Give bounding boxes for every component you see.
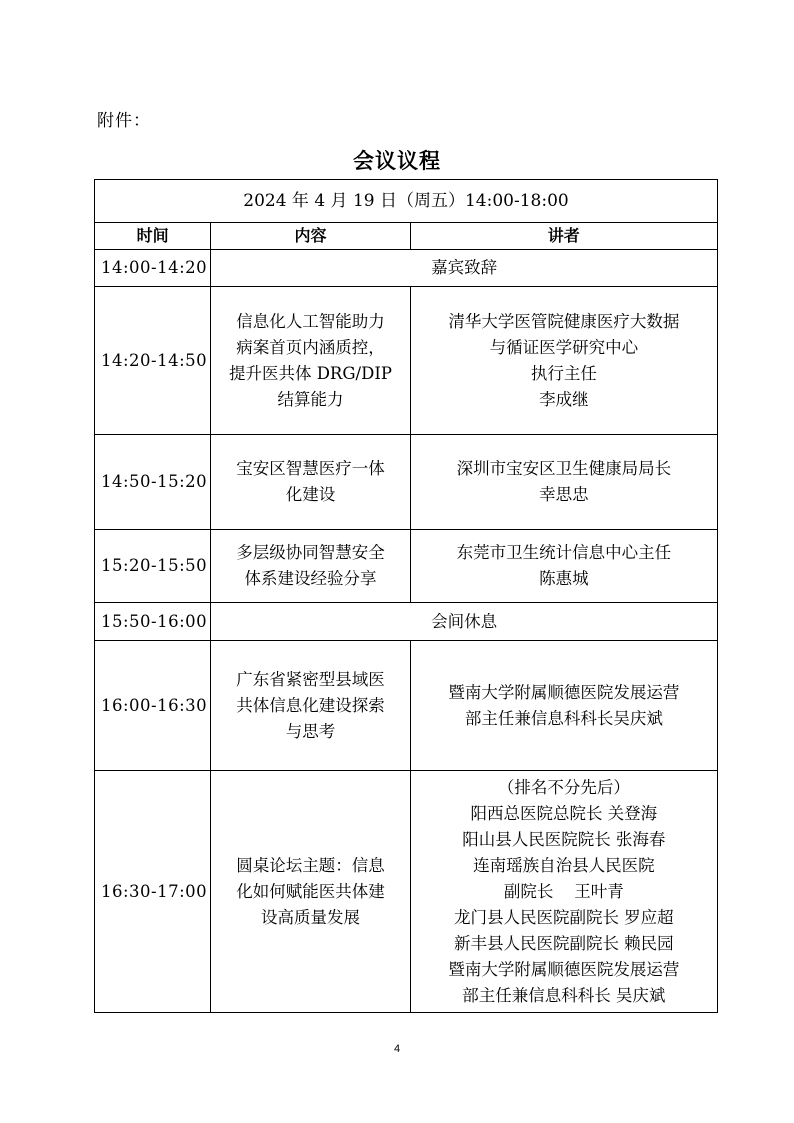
header-row xyxy=(95,223,718,250)
header-content: 内容 xyxy=(211,223,410,250)
table-row xyxy=(95,435,718,530)
table-row xyxy=(95,530,718,603)
content-cell xyxy=(211,641,410,771)
time-cell: 16:30-17:00 xyxy=(95,771,211,1013)
content-line: 病案首页内涵质控， xyxy=(236,337,385,357)
content-line: 提升医共体 DRG/DIP xyxy=(228,363,392,383)
content-line: 体系建设经验分享 xyxy=(244,569,377,588)
time-cell: 14:20-14:50 xyxy=(95,287,211,435)
speaker-line: 李成继 xyxy=(539,389,589,409)
time-cell: 16:00-16:30 xyxy=(95,641,211,771)
speaker-line: 副院长 王叶青 xyxy=(503,881,624,901)
content-line: 共体信息化建设探索 xyxy=(236,695,385,715)
content-cell xyxy=(211,287,410,435)
content-cell xyxy=(211,530,410,603)
agenda-table xyxy=(94,179,718,1013)
content-line: 圆桌论坛主题：信息 xyxy=(236,855,385,875)
speaker-cell xyxy=(410,771,717,1013)
header-time: 时间 xyxy=(95,223,211,250)
content-line: 设高质量发展 xyxy=(260,907,360,927)
content-line: 结算能力 xyxy=(277,389,344,409)
speaker-line: 暨南大学附属顺德医院发展运营 xyxy=(448,959,680,979)
header-speaker: 讲者 xyxy=(410,223,717,250)
content-line: 与思考 xyxy=(285,721,336,741)
time-cell: 14:00-14:20 xyxy=(95,250,211,287)
table-row xyxy=(95,641,718,771)
content-line: 信息化人工智能助力 xyxy=(236,311,385,331)
speaker-line: 东莞市卫生统计信息中心主任 xyxy=(456,543,672,562)
speaker-line: 新丰县人民医院副院长 赖民园 xyxy=(453,933,674,953)
speaker-cell xyxy=(410,530,717,603)
speaker-line: 幸思忠 xyxy=(539,485,589,504)
speaker-line: 阳西总医院总院长 关登海 xyxy=(470,803,658,823)
speaker-line: 龙门县人民医院副院长 罗应超 xyxy=(453,907,674,927)
agenda-title: 会议议程 xyxy=(353,149,441,173)
speaker-line: 暨南大学附属顺德医院发展运营 xyxy=(448,682,680,702)
date-row xyxy=(95,180,718,223)
speaker-line: 与循证医学研究中心 xyxy=(489,337,639,357)
content-line: 宝安区智慧医疗一体 xyxy=(236,459,385,478)
time-cell: 15:50-16:00 xyxy=(95,603,211,641)
content-line: 化建设 xyxy=(285,485,336,504)
content-line: 多层级协同智慧安全 xyxy=(236,543,385,562)
speaker-line: 清华大学医管院健康医疗大数据 xyxy=(448,311,680,331)
speaker-cell xyxy=(410,435,717,530)
time-cell: 15:20-15:50 xyxy=(95,530,211,603)
attachment-label: 附件： xyxy=(97,111,151,131)
speaker-line: 阳山县人民医院院长 张海春 xyxy=(462,829,666,849)
content-cell xyxy=(211,435,410,530)
table-row xyxy=(95,287,718,435)
date-line: 2024 年 4 月 19 日（周五）14:00-18:00 xyxy=(95,180,718,223)
content-line: 广东省紧密型县域医 xyxy=(236,669,385,689)
speaker-cell xyxy=(410,287,717,435)
page-number: 4 xyxy=(393,1043,401,1055)
time-cell: 14:50-15:20 xyxy=(95,435,211,530)
speaker-line: 深圳市宝安区卫生健康局局长 xyxy=(456,459,672,478)
merged-cell: 会间休息 xyxy=(211,603,718,641)
speaker-line: 执行主任 xyxy=(530,363,597,383)
speaker-cell xyxy=(410,641,717,771)
table-row xyxy=(95,250,718,287)
speaker-line: 部主任兼信息科科长吴庆斌 xyxy=(464,708,663,728)
merged-cell: 嘉宾致辞 xyxy=(211,250,718,287)
speaker-line: 陈惠城 xyxy=(539,569,589,588)
table-row xyxy=(95,771,718,1013)
speaker-line: 连南瑶族自治县人民医院 xyxy=(473,855,655,875)
table-row xyxy=(95,603,718,641)
speaker-line: 部主任兼信息科科长 吴庆斌 xyxy=(462,985,666,1005)
speaker-line: （排名不分先后） xyxy=(497,777,630,797)
content-line: 化如何赋能医共体建 xyxy=(236,881,385,901)
content-cell xyxy=(211,771,410,1013)
